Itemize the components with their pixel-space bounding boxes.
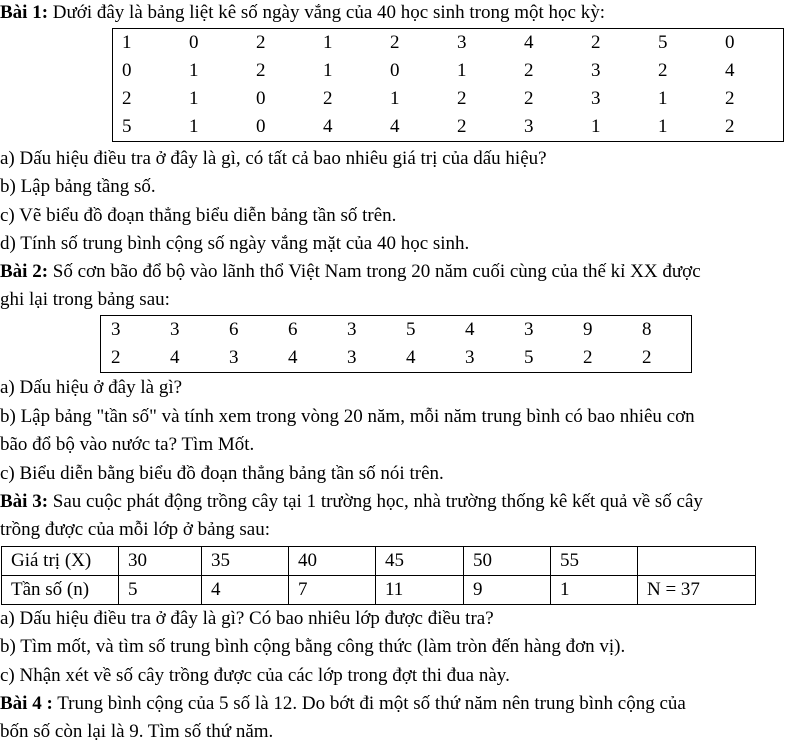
bai3-question-b: b) Tìm mốt, và tìm số trung bình cộng bằng công thức (làm tròn đến hàng đơn vị). xyxy=(0,636,626,657)
bai1-table-cell: 2 xyxy=(457,116,467,137)
bai1-table-cell: 4 xyxy=(390,116,400,137)
bai3-table-cell: 35 xyxy=(202,547,289,576)
bai1-table-cell: 1 xyxy=(122,32,132,53)
bai2-heading xyxy=(0,261,701,283)
bai3-table-cell: N = 37 xyxy=(638,576,756,605)
bai4-text-line2: bốn số còn lại là 9. Tìm số thứ năm. xyxy=(0,721,274,742)
bai2-table-cell: 3 xyxy=(465,347,475,368)
bai1-table-cell: 2 xyxy=(390,32,400,53)
bai1-table-cell: 2 xyxy=(658,60,668,81)
bai2-table-cell: 3 xyxy=(111,319,121,340)
bai2-table-cell: 3 xyxy=(170,319,180,340)
bai2-text-line2: ghi lại trong bảng sau: xyxy=(0,289,170,310)
bai2-table-cell: 2 xyxy=(583,347,593,368)
bai2-table-cell: 3 xyxy=(347,319,357,340)
bai3-heading xyxy=(0,491,703,513)
bai1-table-cell: 2 xyxy=(524,88,534,109)
bai3-question-c: c) Nhận xét về số cây trồng được của các lớp trong đợt thi đua này. xyxy=(0,665,510,686)
bai3-table-cell: 5 xyxy=(119,576,202,605)
bai1-table-cell: 3 xyxy=(591,88,601,109)
bai1-table-cell: 4 xyxy=(524,32,534,53)
bai2-table-cell: 4 xyxy=(406,347,416,368)
bai1-table-row xyxy=(113,57,784,85)
bai4-text-line1: Trung bình cộng của 5 số là 12. Do bớt đi một số thứ năm nên trung bình cộng của xyxy=(52,693,686,714)
bai1-table-cell: 0 xyxy=(390,60,400,81)
bai1-table-cell: 1 xyxy=(189,116,199,137)
bai1-table-cell: 1 xyxy=(457,60,467,81)
bai1-table-cell: 4 xyxy=(323,116,333,137)
bai2-table-cell: 3 xyxy=(229,347,239,368)
bai3-table-row xyxy=(2,547,756,576)
bai2-table-cell: 3 xyxy=(347,347,357,368)
bai3-table-cell: 30 xyxy=(119,547,202,576)
bai2-table-cell: 4 xyxy=(465,319,475,340)
bai1-table-cell: 0 xyxy=(256,88,266,109)
bai2-data-table xyxy=(100,315,692,373)
bai1-label: Bài 1: xyxy=(0,2,49,23)
bai3-text-line2: trồng được của mỗi lớp ở bảng sau: xyxy=(0,519,270,540)
bai4-heading xyxy=(0,693,686,715)
bai2-table-cell: 5 xyxy=(524,347,534,368)
bai1-table-cell: 1 xyxy=(189,60,199,81)
bai3-table-cell: 7 xyxy=(289,576,376,605)
bai1-table-cell: 5 xyxy=(122,116,132,137)
bai1-table-cell: 1 xyxy=(591,116,601,137)
bai3-frequency-table xyxy=(1,546,756,605)
bai1-table-cell: 0 xyxy=(256,116,266,137)
bai2-table-cell: 4 xyxy=(170,347,180,368)
bai1-table-cell: 1 xyxy=(323,32,333,53)
bai2-table-row xyxy=(101,316,692,345)
bai1-heading xyxy=(0,2,605,24)
bai1-question-c: c) Vẽ biểu đồ đoạn thẳng biểu diễn bảng tần số trên. xyxy=(0,205,397,226)
bai2-table-cell: 4 xyxy=(288,347,298,368)
bai1-text: Dưới đây là bảng liệt kê số ngày vắng của 40 học sinh trong một học kỳ: xyxy=(48,2,606,23)
bai1-table-cell: 0 xyxy=(725,32,735,53)
bai2-table-cell: 8 xyxy=(642,319,652,340)
bai1-table-row xyxy=(113,29,784,58)
bai3-table-cell: 11 xyxy=(376,576,464,605)
bai1-table-cell: 5 xyxy=(658,32,668,53)
bai1-table-cell: 2 xyxy=(457,88,467,109)
bai2-table-cell: 2 xyxy=(642,347,652,368)
bai2-question-a: a) Dấu hiệu ở đây là gì? xyxy=(0,377,183,398)
bai1-data-table xyxy=(112,28,784,142)
bai3-table-cell: Tần số (n) xyxy=(2,576,119,605)
bai1-table-row xyxy=(113,113,784,142)
bai1-table-row xyxy=(113,85,784,113)
bai1-table-cell: 0 xyxy=(189,32,199,53)
bai3-question-a: a) Dấu hiệu điều tra ở đây là gì? Có bao nhiêu lớp được điều tra? xyxy=(0,608,494,629)
bai1-table-cell: 1 xyxy=(323,60,333,81)
bai1-table-cell: 2 xyxy=(591,32,601,53)
bai3-table-cell: Giá trị (X) xyxy=(2,547,119,576)
bai3-table-cell xyxy=(638,547,756,576)
bai1-table-cell: 2 xyxy=(524,60,534,81)
bai2-table-cell: 9 xyxy=(583,319,593,340)
bai1-question-b: b) Lập bảng tầng số. xyxy=(0,176,156,197)
bai2-table-cell: 6 xyxy=(229,319,239,340)
bai3-table-cell: 9 xyxy=(464,576,551,605)
bai2-text-line1: Số cơn bão đổ bộ vào lãnh thổ Việt Nam trong 20 năm cuối cùng của thế kỉ XX được xyxy=(48,261,701,282)
bai1-table-cell: 3 xyxy=(591,60,601,81)
bai2-table-cell: 5 xyxy=(406,319,416,340)
bai1-table-cell: 2 xyxy=(725,88,735,109)
bai1-table-cell: 0 xyxy=(122,60,132,81)
bai4-label: Bài 4 : xyxy=(0,693,53,714)
bai2-question-b-cont: bão đổ bộ vào nước ta? Tìm Mốt. xyxy=(0,434,255,455)
bai2-table-cell: 6 xyxy=(288,319,298,340)
bai1-table-cell: 2 xyxy=(122,88,132,109)
bai1-table-cell: 2 xyxy=(323,88,333,109)
bai1-table-cell: 1 xyxy=(658,88,668,109)
bai1-table-cell: 4 xyxy=(725,60,735,81)
bai3-text-line1: Sau cuộc phát động trồng cây tại 1 trường học, nhà trường thống kê kết quả về số cây xyxy=(48,491,703,512)
bai1-table-cell: 1 xyxy=(189,88,199,109)
bai3-table-row xyxy=(2,576,756,605)
bai1-table-cell: 2 xyxy=(256,60,266,81)
bai1-table-cell: 2 xyxy=(256,32,266,53)
bai1-question-a: a) Dấu hiệu điều tra ở đây là gì, có tất cả bao nhiêu giá trị của dấu hiệu? xyxy=(0,148,547,169)
bai3-table-cell: 40 xyxy=(289,547,376,576)
bai2-question-c: c) Biểu diễn bằng biểu đồ đoạn thẳng bảng tần số nói trên. xyxy=(0,463,444,484)
bai3-table-cell: 45 xyxy=(376,547,464,576)
bai1-table-cell: 1 xyxy=(390,88,400,109)
bai3-table-cell: 1 xyxy=(551,576,638,605)
bai1-table-cell: 2 xyxy=(725,116,735,137)
bai2-question-b: b) Lập bảng "tần số" và tính xem trong vòng 20 năm, mỗi năm trung bình có bao nhiêu cơn xyxy=(0,406,695,427)
bai2-table-cell: 3 xyxy=(524,319,534,340)
bai2-table-row xyxy=(101,344,692,373)
bai2-label: Bài 2: xyxy=(0,261,49,282)
bai2-table-cell: 2 xyxy=(111,347,121,368)
bai1-table-cell: 3 xyxy=(524,116,534,137)
bai1-table-cell: 1 xyxy=(658,116,668,137)
bai3-table-cell: 4 xyxy=(202,576,289,605)
bai3-table-cell: 55 xyxy=(551,547,638,576)
bai1-table-cell: 3 xyxy=(457,32,467,53)
bai1-question-d: d) Tính số trung bình cộng số ngày vắng mặt của 40 học sinh. xyxy=(0,233,470,254)
bai3-label: Bài 3: xyxy=(0,491,49,512)
bai3-table-cell: 50 xyxy=(464,547,551,576)
